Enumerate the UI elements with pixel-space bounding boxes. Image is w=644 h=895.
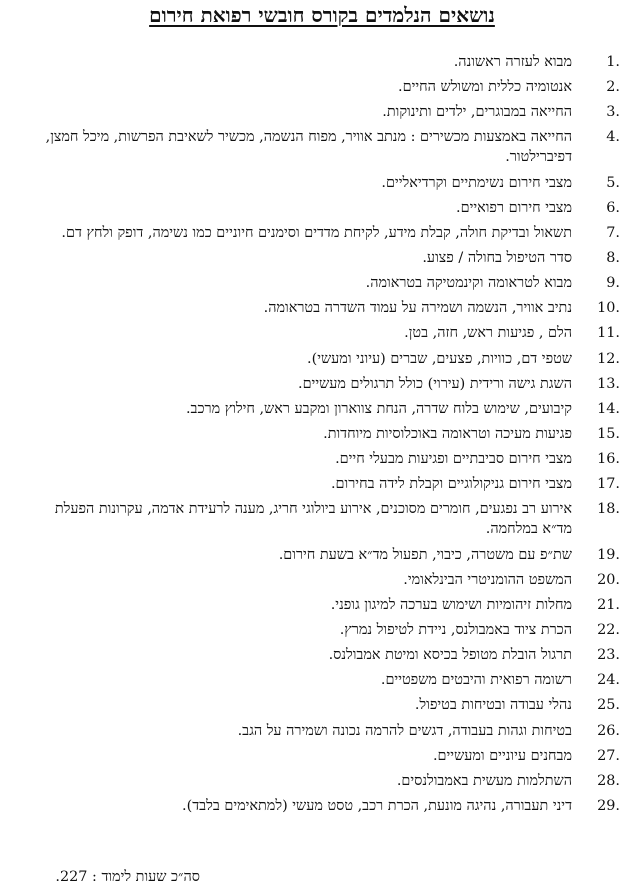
topic-item <box>30 545 620 565</box>
topics-list <box>30 52 620 821</box>
topic-item <box>30 499 620 539</box>
topic-item <box>30 102 620 122</box>
topic-text: מחלות זיהומיות ושימוש בערכה למיגון גופני. <box>330 596 572 613</box>
topic-item <box>30 771 620 791</box>
topic-number: 2. <box>606 79 620 96</box>
topic-text: מבחנים עיוניים ומעשיים. <box>432 747 572 764</box>
topic-number: 12. <box>597 350 620 367</box>
topic-text: תרגול הובלת מטופל בכיסא ומיטת אמבולנס. <box>328 647 572 664</box>
topic-item <box>30 52 620 72</box>
topic-number: 22. <box>597 621 620 638</box>
topic-item <box>30 248 620 268</box>
topic-number: 10. <box>597 300 620 317</box>
topic-item <box>30 399 620 419</box>
topic-item <box>30 746 620 766</box>
topic-text: השתלמות מעשית באמבולנסים. <box>396 772 572 789</box>
topic-item <box>30 273 620 293</box>
topic-item <box>30 77 620 97</box>
topic-number: 25. <box>597 697 620 714</box>
topic-item <box>30 173 620 193</box>
topic-item <box>30 198 620 218</box>
topic-number: 5. <box>606 174 620 191</box>
topic-item <box>30 223 620 243</box>
topic-item <box>30 620 620 640</box>
topic-number: 19. <box>597 546 620 563</box>
topic-number: 7. <box>606 224 620 241</box>
topic-item <box>30 570 620 590</box>
topic-item <box>30 424 620 444</box>
topic-number: 24. <box>597 672 620 689</box>
topic-number: 18. <box>597 501 620 518</box>
total-study-hours: סה״כ שעות לימוד : 227. <box>55 869 200 885</box>
topic-number: 20. <box>597 571 620 588</box>
topic-text: פגיעות מעיכה וטראומה באוכלוסיות מיוחדות. <box>323 425 572 442</box>
topic-number: 11. <box>597 325 620 342</box>
topic-number: 13. <box>597 375 620 392</box>
topic-number: 4. <box>606 129 620 146</box>
topic-text: מצבי חירום נשימתיים וקרדיאליים. <box>381 174 572 191</box>
topic-item <box>30 670 620 690</box>
topic-text: מצבי חירום גניקולוגיים וקבלת לידה בחירום. <box>330 476 572 493</box>
topic-item <box>30 721 620 741</box>
topic-text: אנטומיה כללית ומשולש החיים. <box>398 79 572 96</box>
topic-item <box>30 645 620 665</box>
topic-item <box>30 374 620 394</box>
topic-text: נהלי עבודה ובטיחות בטיפול. <box>414 697 572 714</box>
topic-item <box>30 695 620 715</box>
topic-text: שת״פ עם משטרה, כיבוי, תפעול מד״א בשעת חירום. <box>278 546 572 563</box>
topic-number: 27. <box>597 747 620 764</box>
topic-number: 14. <box>597 400 620 417</box>
topic-text: מצבי חירום סביבתיים ופגיעות מבעלי חיים. <box>335 451 572 468</box>
topic-number: 17. <box>597 476 620 493</box>
topic-number: 1. <box>606 54 620 70</box>
topic-text: רשומה רפואית והיבטים משפטיים. <box>380 672 572 689</box>
topic-text: שטפי דם, כוויות, פצעים, שברים (עיוני ומעשי). <box>307 350 572 367</box>
topic-text: אירוע רב נפגעים, חומרים מסוכנים, אירוע ביולוגי חריג, מענה לרעידת אדמה, עקרונות הפעלת מד״א במלחמה. <box>54 501 572 538</box>
topic-text: המשפט ההומניטרי הבינלאומי. <box>403 571 572 588</box>
topic-text: הכרת ציוד באמבולנס, ניידת לטיפול נמרץ. <box>339 621 572 638</box>
topic-number: 16. <box>597 451 620 468</box>
topic-item <box>30 595 620 615</box>
topic-number: 9. <box>606 275 620 292</box>
topic-number: 23. <box>597 647 620 664</box>
topic-item <box>30 349 620 369</box>
topic-number: 21. <box>597 596 620 613</box>
topic-text: מבוא לעזרה ראשונה. <box>453 54 572 70</box>
topic-item <box>30 323 620 343</box>
topic-text: סדר הטיפול בחולה / פצוע. <box>422 249 572 266</box>
topic-number: 28. <box>597 772 620 789</box>
document-title: נושאים הנלמדים בקורס חובשי רפואת חירום <box>149 3 495 27</box>
topic-item <box>30 298 620 318</box>
topic-text: בטיחות וגהות בעבודה, דגשים להרמה נכונה ושמירה על הגב. <box>237 722 572 739</box>
topic-text: החייאה באמצעות מכשירים : מנתב אוויר, מפוח הנשמה, מכשיר לשאיבת הפרשות, מיכל חמצן, דפיברילטור. <box>45 129 572 166</box>
topic-text: השגת גישה ורידית (עירוי) כולל תרגולים מעשיים. <box>298 375 572 392</box>
topic-number: 29. <box>597 797 620 814</box>
topic-number: 8. <box>606 249 620 266</box>
topic-number: 6. <box>606 199 620 216</box>
topic-text: דיני תעבורה, נהיגה מונעת, הכרת רכב, טסט מעשי (למתאימים בלבד). <box>182 797 572 814</box>
topic-item <box>30 127 620 167</box>
topic-number: 26. <box>597 722 620 739</box>
topic-text: מצבי חירום רפואיים. <box>456 199 572 216</box>
topic-text: החייאה במבוגרים, ילדים ותינוקות. <box>382 104 572 121</box>
topic-item <box>30 796 620 816</box>
topic-text: נתיב אוויר, הנשמה ושמירה על עמוד השדרה בטראומה. <box>263 300 572 317</box>
topic-text: הלם , פגיעות ראש, חזה, בטן. <box>404 325 572 342</box>
topic-number: 3. <box>606 104 620 121</box>
topic-number: 15. <box>597 425 620 442</box>
topic-item <box>30 449 620 469</box>
topic-text: קיבועים, שימוש בלוח שדרה, הנחת צווארון ומקבע ראש, חילוץ מרכב. <box>185 400 572 417</box>
topic-text: מבוא לטראומה וקינמטיקה בטראומה. <box>365 275 572 292</box>
topic-text: תשאול ובדיקת חולה, קבלת מידע, לקיחת מדדים וסימנים חיוניים כמו נשימה, דופק ולחץ דם. <box>61 224 572 241</box>
topic-item <box>30 474 620 494</box>
